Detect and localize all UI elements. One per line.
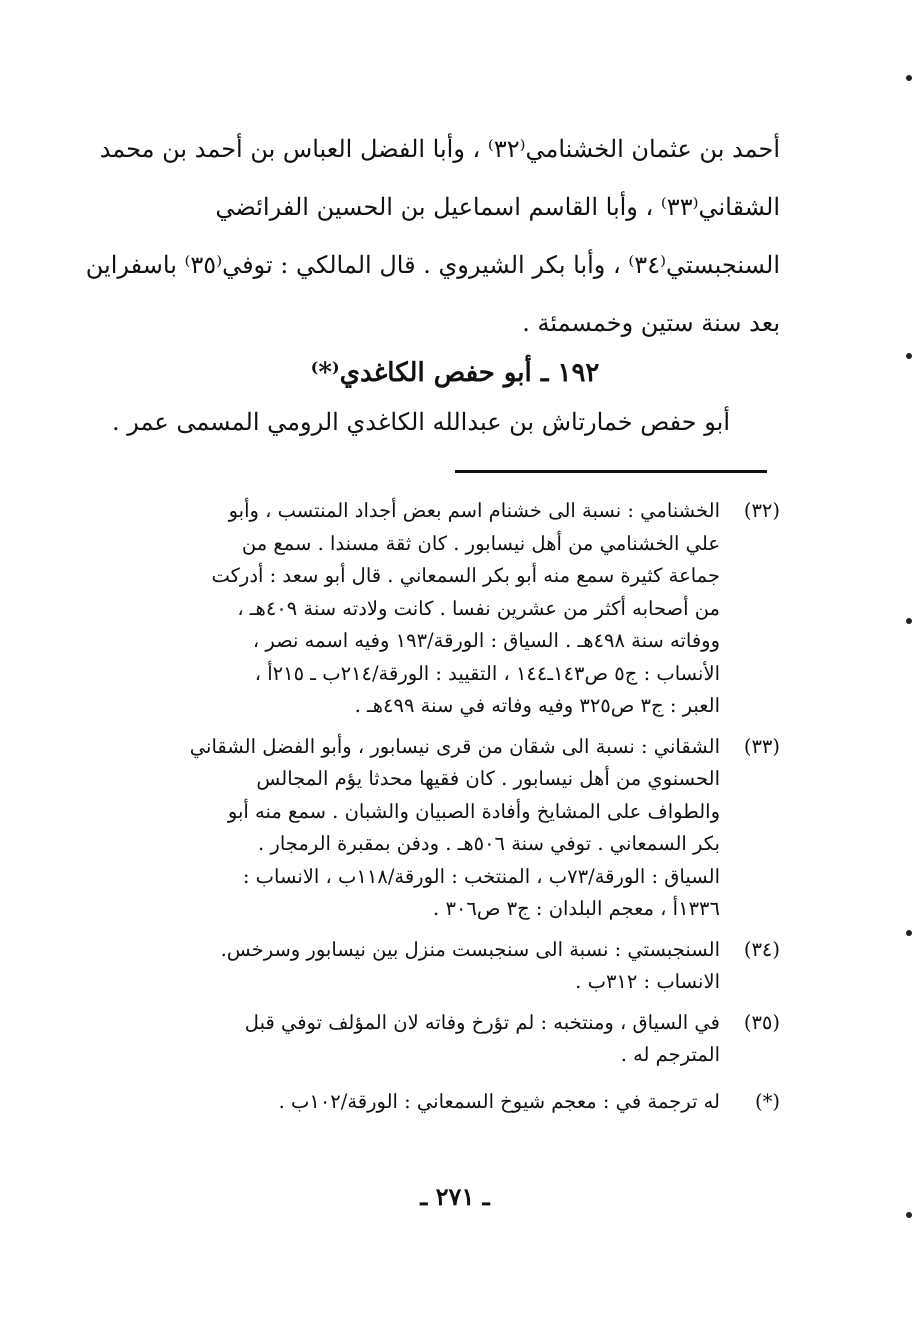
main-text (85, 120, 780, 352)
footnote-line: جماعة كثيرة سمع منه أبو بكر السمعاني . قال أبو سعد : أدركت (211, 564, 720, 587)
scan-speck (906, 1212, 912, 1218)
footnote-line: ووفاته سنة ٤٩٨هـ . السياق : الورقة/١٩٣ وفيه اسمه نصر ، (252, 629, 720, 652)
footnote-line: علي الخشنامي من أهل نيسابور . كان ثقة مسندا . سمع من (241, 531, 720, 555)
footnote-line: الخشنامي : نسبة الى خشنام اسم بعض أجداد المنتسب ، وأبو (228, 499, 720, 522)
footnote-32 (130, 495, 780, 723)
main-text-line: أحمد بن عثمان الخشنامي⁽٣٢⁾ ، وأبا الفضل العباس بن أحمد بن محمد (99, 135, 780, 163)
footnote-line: الشقاني : نسبة الى شقان من قرى نيسابور ، وأبو الفضل الشقاني (189, 734, 720, 758)
scan-speck (906, 930, 912, 936)
footnote-number: (٣٥) (743, 1010, 780, 1034)
footnote-line: بكر السمعاني . توفي سنة ٥٠٦هـ . ودفن بمقبرة الرمجار . (258, 832, 720, 855)
footnote-33 (130, 731, 780, 926)
footnote-line: له ترجمة في : معجم شيوخ السمعاني : الورقة/١٠٢ب . (278, 1089, 720, 1113)
footnote-line: العبر : ج٣ ص٣٢٥ وفيه وفاته في سنة ٤٩٩هـ . (354, 694, 720, 717)
footnote-number: (*) (755, 1089, 780, 1113)
entry-text: أبو حفص خمارتاش بن عبدالله الكاغدي الرومي المسمى عمر . (112, 408, 730, 436)
footnote-number: (٣٢) (743, 499, 780, 522)
scan-speck (906, 353, 912, 359)
footnote-number: (٣٤) (743, 937, 780, 961)
footnote-line: الأنساب : ج٥ ص١٤٣ـ١٤٤ ، التقييد : الورقة/٢١٤ب ـ ٢١٥أ ، (254, 661, 720, 685)
footnote-separator (455, 470, 767, 473)
footnote-line: ١٣٣٦أ ، معجم البلدان : ج٣ ص٣٠٦ . (433, 897, 720, 920)
footnote-number: (٣٣) (743, 734, 780, 758)
footnotes (130, 495, 780, 1126)
footnote-line: الانساب : ٣١٢ب . (575, 970, 720, 993)
footnote-line: والطواف على المشايخ وأفادة الصبيان والشبان . سمع منه أبو (227, 799, 720, 823)
main-text-line: الشقاني⁽٣٣⁾ ، وأبا القاسم اسماعيل بن الحسين الفرائضي (215, 193, 780, 221)
footnote-line: السنجبستي : نسبة الى سنجبست منزل بين نيسابور وسرخس. (220, 937, 720, 961)
footnote-35 (130, 1007, 780, 1072)
page-number: ـ ٢٧١ ـ (420, 1182, 490, 1211)
scan-speck (906, 75, 912, 81)
entry-heading: ١٩٢ ـ أبو حفص الكاغدي⁽*⁾ (310, 358, 600, 388)
main-text-line: السنجبستي⁽٣٤⁾ ، وأبا بكر الشيروي . قال المالكي : توفي⁽٣٥⁾ باسفراين (85, 251, 780, 279)
footnote-line: السياق : الورقة/٧٣ب ، المنتخب : الورقة/١١٨ب ، الانساب : (242, 864, 720, 888)
footnote-line: من أصحابه أكثر من عشرين نفسا . كانت ولادته سنة ٤٠٩هـ ، (237, 596, 720, 620)
footnote-line: المترجم له . (620, 1043, 720, 1066)
footnote-34 (130, 934, 780, 999)
footnote-star (130, 1086, 780, 1119)
footnote-line: في السياق ، ومنتخبه : لم تؤرخ وفاته لان المؤلف توفي قبل (244, 1010, 720, 1034)
main-text-line: بعد سنة ستين وخمسمئة . (522, 309, 780, 337)
footnote-line: الحسنوي من أهل نيسابور . كان فقيها محدثا يؤم المجالس (256, 767, 720, 790)
scan-speck (906, 618, 912, 624)
